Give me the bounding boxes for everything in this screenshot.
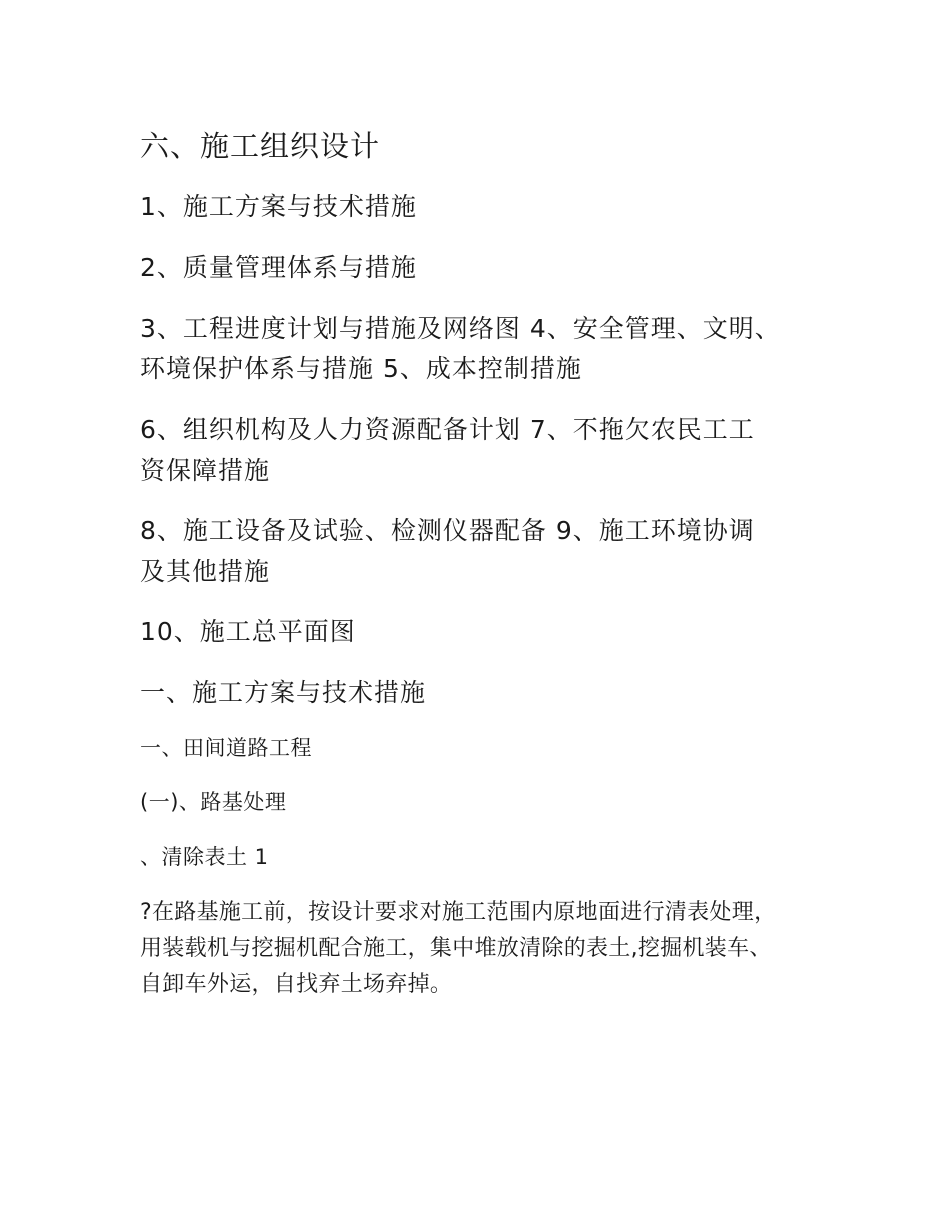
toc-item-4-line-1: 6、组织机构及人力资源配备计划 7、不拖欠农民工工 <box>140 415 755 444</box>
toc-item-3-line-2: 环境保护体系与措施 5、成本控制措施 <box>140 354 582 383</box>
toc-item-6: 10、施工总平面图 <box>140 617 356 646</box>
item-title: 、清除表土 1 <box>140 845 269 869</box>
paragraph-line-1: ?在路基施工前，按设计要求对施工范围内原地面进行清表处理， <box>140 900 777 925</box>
toc-item-3-line-1: 3、工程进度计划与措施及网络图 4、安全管理、文明、 <box>140 314 781 343</box>
section-title: 一、施工方案与技术措施 <box>140 678 427 707</box>
toc-item-4-line-2: 资保障措施 <box>140 456 271 485</box>
document-heading: 六、施工组织设计 <box>140 129 381 163</box>
subsection-title: 一、田间道路工程 <box>140 736 312 760</box>
subsubsection-title: (一)、路基处理 <box>140 790 287 814</box>
toc-item-5-line-1: 8、施工设备及试验、检测仪器配备 9、施工环境协调 <box>140 516 755 545</box>
toc-item-1: 1、施工方案与技术措施 <box>140 192 417 221</box>
toc-item-5-line-2: 及其他措施 <box>140 557 271 586</box>
toc-item-2: 2、质量管理体系与措施 <box>140 253 417 282</box>
paragraph-line-2: 用装载机与挖掘机配合施工，集中堆放清除的表土,挖掘机装车、 <box>140 936 772 961</box>
paragraph-line-3: 自卸车外运，自找弃土场弃掉。 <box>140 972 453 997</box>
